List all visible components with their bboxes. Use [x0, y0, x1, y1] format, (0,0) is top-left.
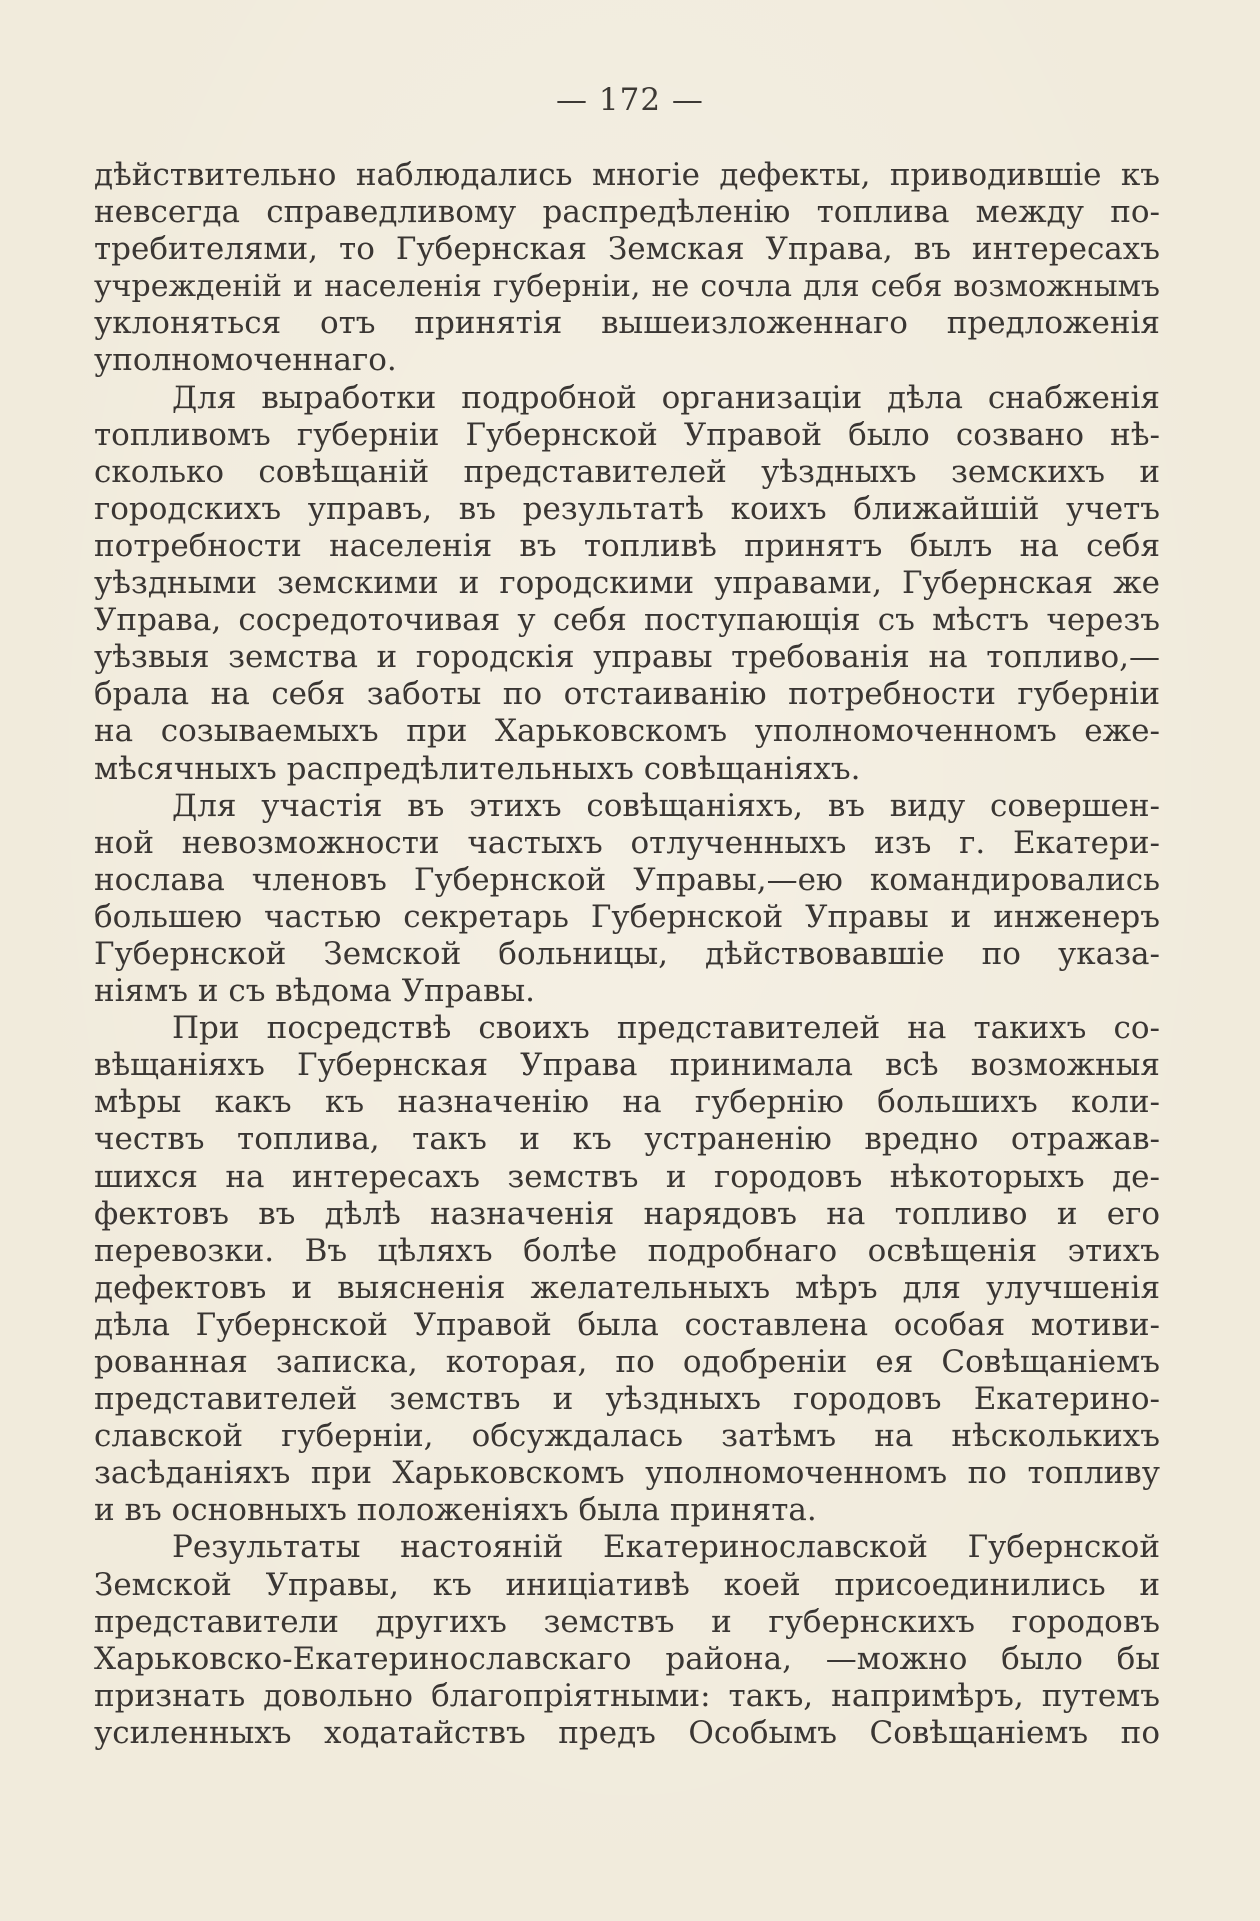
text-line: Результаты настояній Екатеринославской Губернской — [172, 1529, 1160, 1566]
text-line: вѣщаніяхъ Губернская Управа принимала всѣ возможныя — [94, 1047, 1160, 1084]
text-line: фектовъ въ дѣлѣ назначенія нарядовъ на топливо и его — [94, 1195, 1160, 1232]
text-line: мѣсячныхъ распредѣлительныхъ совѣщаніяхъ. — [94, 750, 861, 787]
page-number: — 172 — — [556, 82, 704, 118]
text-line: дефектовъ и выясненія желательныхъ мѣръ для улучшенія — [94, 1269, 1160, 1306]
text-line: дѣйствительно наблюдались многіе дефекты, приводившіе къ — [94, 157, 1160, 193]
text-line: Для участія въ этихъ совѣщаніяхъ, въ виду совершен- — [172, 787, 1160, 824]
text-line: на созываемыхъ при Харьковскомъ уполномоченномъ еже- — [94, 713, 1160, 750]
text-line: невсегда справедливому распредѣленію топлива между по- — [94, 194, 1160, 231]
text-line: ніямъ и съ вѣдома Управы. — [94, 973, 535, 1010]
text-line: городскихъ управъ, въ результатѣ коихъ ближайшій учетъ — [94, 490, 1160, 527]
text-line: уклоняться отъ принятія вышеизложеннаго предложенія — [94, 305, 1160, 342]
text-line: уѣздными земскими и городскими управами, Губернская же — [94, 565, 1160, 602]
text-line: усиленныхъ ходатайствъ предъ Особымъ Совѣщаніемъ по — [94, 1714, 1160, 1751]
text-line: брала на себя заботы по отстаиванію потребности губерніи — [94, 676, 1160, 713]
text-line: шихся на интересахъ земствъ и городовъ нѣкоторыхъ де- — [94, 1158, 1160, 1195]
text-line: Губернской Земской больницы, дѣйствовавшіе по указа- — [94, 935, 1160, 972]
text-line: Управа, сосредоточивая у себя поступающія съ мѣстъ черезъ — [94, 602, 1160, 639]
text-line: и въ основныхъ положеніяхъ была принята. — [94, 1492, 817, 1529]
text-line: перевозки. Въ цѣляхъ болѣе подробнаго освѣщенія этихъ — [94, 1232, 1160, 1269]
text-line: сколько совѣщаній представителей уѣздныхъ земскихъ и — [94, 453, 1160, 490]
text-line: Земской Управы, къ иниціативѣ коей присоединились и — [94, 1566, 1160, 1603]
text-line: славской губерніи, обсуждалась затѣмъ на нѣсколькихъ — [94, 1418, 1160, 1455]
text-line: дѣла Губернской Управой была составлена особая мотиви- — [94, 1306, 1160, 1343]
text-line: топливомъ губерніи Губернской Управой было созвано нѣ- — [94, 416, 1160, 453]
text-line: При посредствѣ своихъ представителей на такихъ со- — [172, 1010, 1160, 1047]
text-line: учрежденій и населенія губерніи, не сочла для себя возможнымъ — [94, 269, 1160, 305]
text-line: потребности населенія въ топливѣ принятъ былъ на себя — [94, 527, 1160, 564]
text-line: рованная записка, которая, по одобреніи ея Совѣщаніемъ — [94, 1344, 1160, 1380]
text-line: мѣры какъ къ назначенію на губернію большихъ коли- — [94, 1084, 1160, 1121]
text-line: засѣданіяхъ при Харьковскомъ уполномоченномъ по топливу — [94, 1455, 1160, 1492]
text-line: нослава членовъ Губернской Управы,—ею командировались — [94, 861, 1160, 898]
text-line: Для выработки подробной организаціи дѣла снабженія — [172, 379, 1160, 416]
text-line: большею частью секретарь Губернской Управы и инженеръ — [94, 898, 1160, 935]
text-line: уполномоченнаго. — [94, 342, 397, 379]
text-line: чествъ топлива, такъ и къ устраненію вредно отражав- — [94, 1121, 1160, 1158]
text-line: ной невозможности частыхъ отлученныхъ изъ г. Екатери- — [94, 824, 1160, 861]
body-text — [94, 157, 1160, 1752]
text-line: представителей земствъ и уѣздныхъ городовъ Екатерино- — [94, 1381, 1160, 1418]
text-line: требителями, то Губернская Земская Управа, въ интересахъ — [94, 231, 1160, 268]
text-line: Харьковско-Екатеринославскаго района, —можно было бы — [94, 1640, 1160, 1677]
text-line: признать довольно благопріятными: такъ, напримѣръ, путемъ — [94, 1677, 1160, 1714]
text-line: представители другихъ земствъ и губернскихъ городовъ — [94, 1603, 1160, 1640]
text-line: уѣзвыя земства и городскія управы требованія на топливо,— — [94, 639, 1160, 676]
